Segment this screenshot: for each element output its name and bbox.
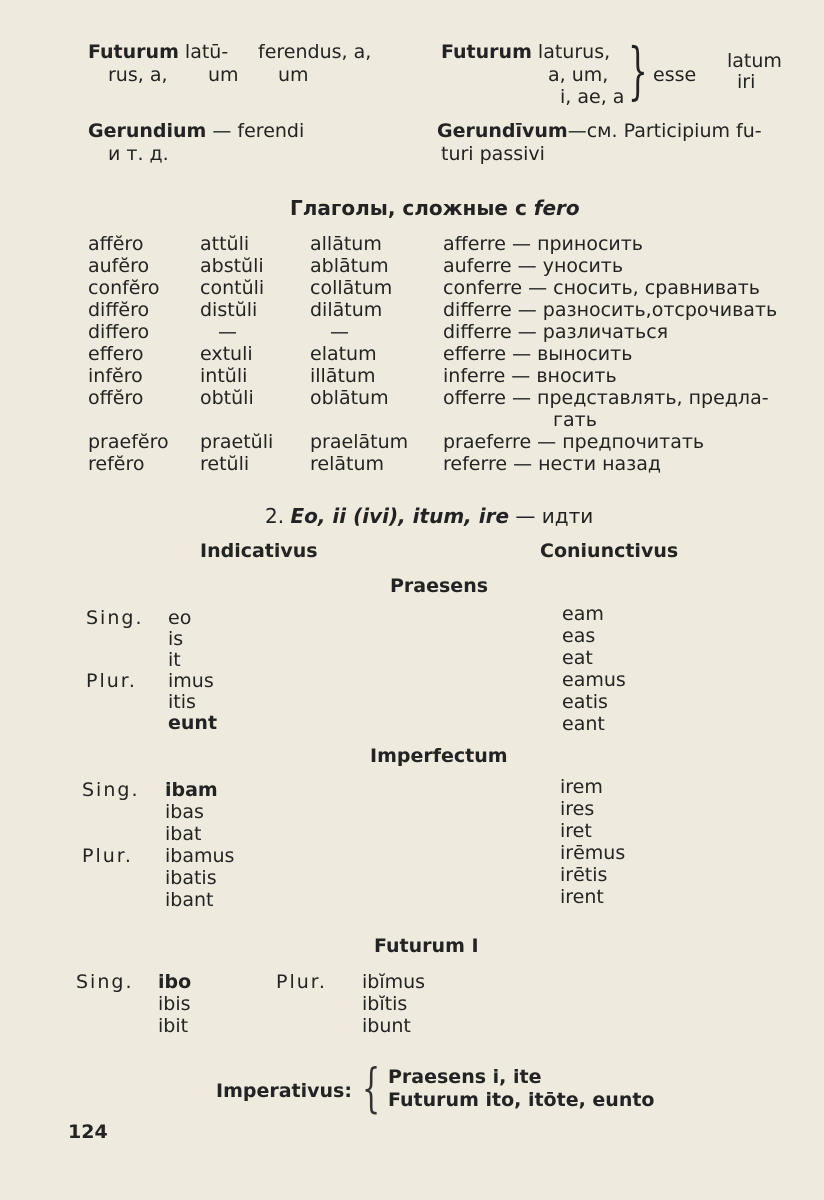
compound-cell: differre — различаться <box>443 321 669 343</box>
compound-cell: — <box>330 321 349 343</box>
compound-cell: offĕro <box>88 387 144 409</box>
form-cell: eat <box>562 647 593 669</box>
form-cell: ibatis <box>165 867 217 889</box>
form-cell: ibant <box>165 889 214 911</box>
praesens-sing-label: Sing. <box>86 607 144 629</box>
compound-cell: confĕro <box>88 277 160 299</box>
gerundivum <box>437 120 762 142</box>
esse: esse <box>653 64 697 86</box>
futurum-left-line2: rus, a, <box>108 64 168 86</box>
futurum-i-heading: Futurum I <box>374 935 479 957</box>
futurum-right-l1: laturus, <box>537 41 611 63</box>
futurum-plur-forms <box>362 971 425 1037</box>
compound-cell: contŭli <box>200 277 265 299</box>
compound-cell: affĕro <box>88 233 144 255</box>
compound-cell: praetŭli <box>200 431 274 453</box>
gerundivum-line2: turi passivi <box>441 143 545 165</box>
futurum-right-line3: i, ae, a <box>560 86 625 108</box>
compound-cell: praelātum <box>310 431 409 453</box>
form-cell: irēmus <box>560 842 626 864</box>
form-cell: imus <box>168 670 214 692</box>
compound-cell: referre — нести назад <box>443 453 662 475</box>
compound-cell: — <box>218 321 237 343</box>
imperfectum-con <box>560 776 625 908</box>
compound-cell: oblātum <box>310 387 389 409</box>
brace-right-icon: } <box>628 34 648 107</box>
futurum-left <box>88 41 228 63</box>
indicativus-heading: Indicativus <box>200 540 318 562</box>
imperfectum-ind <box>165 779 234 911</box>
compound-cell: effero <box>88 343 144 365</box>
compound-cell: relātum <box>310 453 385 475</box>
form-cell: eunt <box>168 712 218 734</box>
compound-cell: diffĕro <box>88 299 150 321</box>
compound-cell: aufĕro <box>88 255 150 277</box>
gerundium-line2: и т. д. <box>108 143 169 165</box>
brace-left-icon: { <box>362 1059 381 1119</box>
compound-cell: inferre — вносить <box>443 365 617 387</box>
ferendus-line1: ferendus, a, <box>258 41 372 63</box>
compound-cell: attŭli <box>200 233 250 255</box>
eo-title-forms: Eo, ii (ivi), itum, ire <box>290 504 510 528</box>
form-cell: eo <box>168 607 192 629</box>
compound-cell: retŭli <box>200 453 250 475</box>
compound-cell: afferre — приносить <box>443 233 644 255</box>
compound-cell: praefĕro <box>88 431 169 453</box>
eo-title-meaning: — идти <box>509 504 594 528</box>
compound-cell: offerre — представлять, предла- <box>443 387 769 409</box>
form-cell: ibamus <box>165 845 235 867</box>
compound-cell <box>200 409 273 431</box>
form-cell: iret <box>560 820 592 842</box>
ferendus-line2: um <box>278 64 309 86</box>
form-cell: ibunt <box>362 1015 411 1037</box>
futurum-right <box>441 41 610 63</box>
compound-cell: ablātum <box>310 255 389 277</box>
compound-cell <box>310 409 408 431</box>
compound-cell: intŭli <box>200 365 248 387</box>
compound-cell: obtŭli <box>200 387 254 409</box>
imperativus-praesens: Praesens i, ite <box>388 1066 542 1088</box>
futurum-sing-forms <box>158 971 191 1037</box>
compound-cell: гать <box>553 409 597 431</box>
imperfectum-sing-label: Sing. <box>82 779 140 801</box>
form-cell: ibas <box>165 801 204 823</box>
compound-col-3 <box>310 233 408 475</box>
gerundivum-head: Gerundīvum <box>437 120 568 142</box>
compound-col-1 <box>88 233 169 475</box>
futurum-left-line2b: um <box>208 64 239 86</box>
form-cell: irent <box>560 886 604 908</box>
compound-cell: distŭli <box>200 299 258 321</box>
form-cell: irētis <box>560 864 608 886</box>
compound-cell: allātum <box>310 233 382 255</box>
form-cell: eatis <box>562 691 608 713</box>
form-cell: ibĭmus <box>362 971 426 993</box>
form-cell: eam <box>562 603 604 625</box>
compound-cell: efferre — выносить <box>443 343 633 365</box>
form-cell: is <box>168 628 184 650</box>
compound-cell <box>88 409 169 431</box>
futurum-plur-label: Plur. <box>276 971 327 993</box>
coniunctivus-heading: Coniunctivus <box>540 540 679 562</box>
compound-cell: collātum <box>310 277 393 299</box>
compound-title <box>290 197 580 219</box>
compound-cell: differre — разносить,отсрочивать <box>443 299 778 321</box>
gerundivum-text: —см. Participium fu- <box>567 120 762 142</box>
form-cell: eas <box>562 625 596 647</box>
form-cell: ibĭtis <box>362 993 408 1015</box>
form-cell: ibis <box>158 993 191 1015</box>
form-cell: itis <box>168 691 196 713</box>
futurum-right-head: Futurum <box>441 41 532 63</box>
praesens-heading: Praesens <box>390 575 489 597</box>
compound-cell: elatum <box>310 343 377 365</box>
eo-title-num: 2. <box>265 504 291 528</box>
compound-cell: illātum <box>310 365 376 387</box>
futurum-left-l1: latū- <box>184 41 229 63</box>
eo-title <box>265 505 593 527</box>
form-cell: eant <box>562 713 605 735</box>
imperfectum-plur-label: Plur. <box>82 845 133 867</box>
compound-cell: praeferre — предпочитать <box>443 431 705 453</box>
form-cell: ibit <box>158 1015 189 1037</box>
form-cell: ibam <box>165 779 218 801</box>
form-cell: ibat <box>165 823 202 845</box>
form-cell: it <box>168 649 181 671</box>
compound-cell: refĕro <box>88 453 145 475</box>
praesens-ind <box>168 607 217 733</box>
futurum-right-line2: a, um, <box>548 64 609 86</box>
compound-cell: abstŭli <box>200 255 264 277</box>
compound-col-2 <box>200 233 273 475</box>
praesens-con <box>562 603 626 735</box>
compound-title-prefix: Глаголы, сложные с <box>290 196 534 220</box>
imperativus-label: Imperativus: <box>216 1080 352 1102</box>
futurum-left-head: Futurum <box>88 41 179 63</box>
form-cell: ibo <box>158 971 192 993</box>
compound-cell: extuli <box>200 343 253 365</box>
imperativus-futurum: Futurum ito, itōte, eunto <box>388 1089 655 1111</box>
compound-cell: infĕro <box>88 365 143 387</box>
iri: iri <box>737 71 756 93</box>
compound-cell: differo <box>88 321 150 343</box>
form-cell: irem <box>560 776 603 798</box>
form-cell: eamus <box>562 669 626 691</box>
compound-cell: dilātum <box>310 299 383 321</box>
gerundium <box>88 120 304 142</box>
compound-cell: auferre — уносить <box>443 255 624 277</box>
praesens-plur-label: Plur. <box>86 670 137 692</box>
compound-col-4 <box>443 233 777 475</box>
gerundium-head: Gerundium <box>88 120 207 142</box>
page-number: 124 <box>68 1121 108 1143</box>
compound-title-word: fero <box>533 196 580 220</box>
compound-cell: conferre — сносить, сравнивать <box>443 277 760 299</box>
imperfectum-heading: Imperfectum <box>370 745 508 767</box>
form-cell: ires <box>560 798 595 820</box>
futurum-sing-label: Sing. <box>76 971 134 993</box>
latum: latum <box>727 50 782 72</box>
gerundium-text: — ferendi <box>206 120 305 142</box>
